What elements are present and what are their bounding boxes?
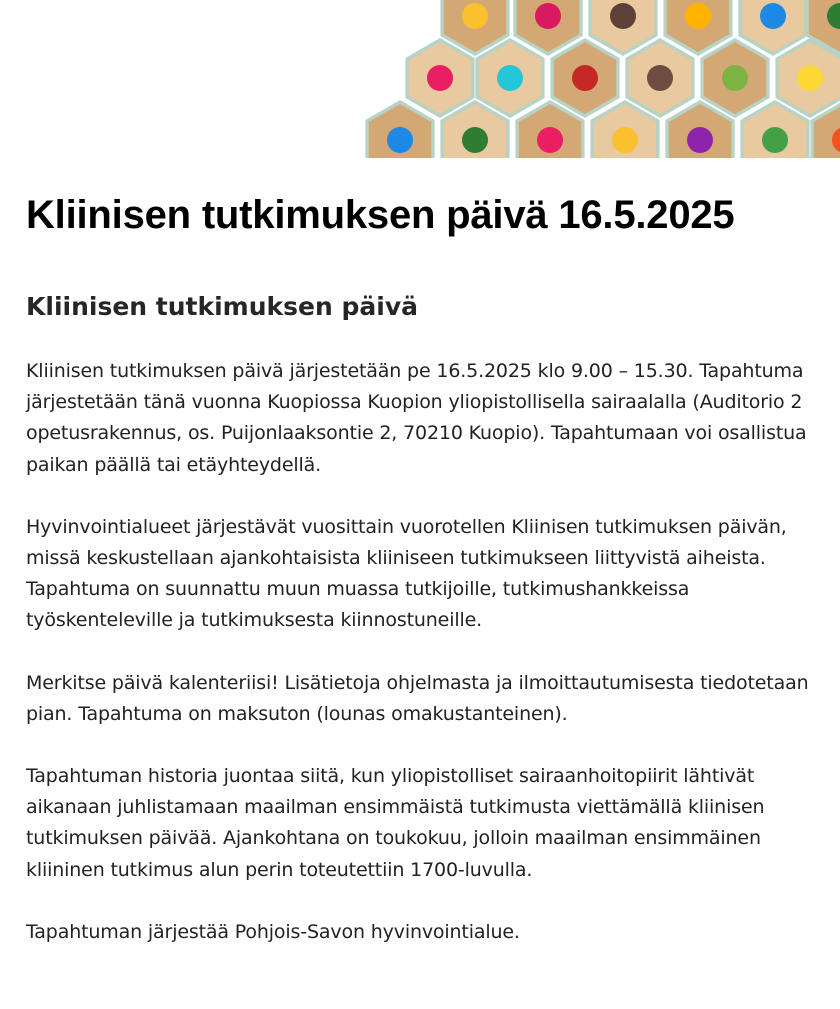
pencil-end (405, 38, 474, 118)
article (26, 190, 816, 948)
pencil-lead (462, 127, 488, 153)
pencil-end (475, 38, 544, 118)
pencil-end (700, 38, 769, 118)
colored-pencils-image (0, 0, 840, 158)
section-heading: Kliinisen tutkimuksen päivä (26, 292, 418, 321)
paragraph-history: Tapahtuman historia juontaa siitä, kun yliopistolliset sairaanhoitopiirit lähtivät aikanaan juhlistamaan maailman ensimmäistä tutkimusta viettämällä kliinisen tutkimuksen päivää. Ajankohtana on toukokuu, jolloin maailman ensimmäinen kliininen tutkimus alun perin toteutettiin 1700-luvulla. (26, 765, 765, 881)
pencil-end (625, 38, 694, 118)
pencil-lead (427, 65, 453, 91)
pencil-lead (387, 127, 413, 153)
pencil-lead (535, 3, 561, 29)
pencil-lead (685, 3, 711, 29)
paragraph-organizer: Tapahtuman järjestää Pohjois-Savon hyvinvointialue. (26, 920, 520, 943)
hero-banner (0, 0, 840, 158)
page-title: Kliinisen tutkimuksen päivä 16.5.2025 (26, 193, 735, 237)
pencil-lead (722, 65, 748, 91)
paragraph-event-details: Kliinisen tutkimuksen päivä järjestetään pe 16.5.2025 klo 9.00 – 15.30. Tapahtuma järjestetään tänä vuonna Kuopiossa Kuopion yliopistollisella sairaalalla (Auditorio 2 opetusrakennus, os. Puijonlaaksontie 2, 70210 Kuopio). Tapahtumaan voi osallistua paikan päällä tai etäyhteydellä. (26, 360, 807, 476)
pencil-lead (572, 65, 598, 91)
pencil-lead (612, 127, 638, 153)
pencil-lead (462, 3, 488, 29)
pencil-lead (610, 3, 636, 29)
pencil-lead (647, 65, 673, 91)
paragraph-organizers: Hyvinvointialueet järjestävät vuosittain vuorotellen Kliinisen tutkimuksen päivän, missä keskustellaan ajankohtaisista kliiniseen tutkimukseen liittyvistä aiheista. Tapahtuma on suunnattu muun muassa tutkijoille, tutkimushankkeissa työskenteleville ja tutkimuksesta kiinnostuneille. (26, 515, 787, 632)
pencil-lead (760, 3, 786, 29)
pencil-lead (497, 65, 523, 91)
pencil-lead (797, 65, 823, 91)
pencil-end (550, 38, 619, 118)
pencil-lead (537, 127, 563, 153)
pencil-lead (762, 127, 788, 153)
paragraph-save-the-date: Merkitse päivä kalenteriisi! Lisätietoja ohjelmasta ja ilmoittautumisesta tiedotetaan pian. Tapahtuma on maksuton (lounas omakustanteinen). (26, 671, 809, 725)
pencil-lead (687, 127, 713, 153)
